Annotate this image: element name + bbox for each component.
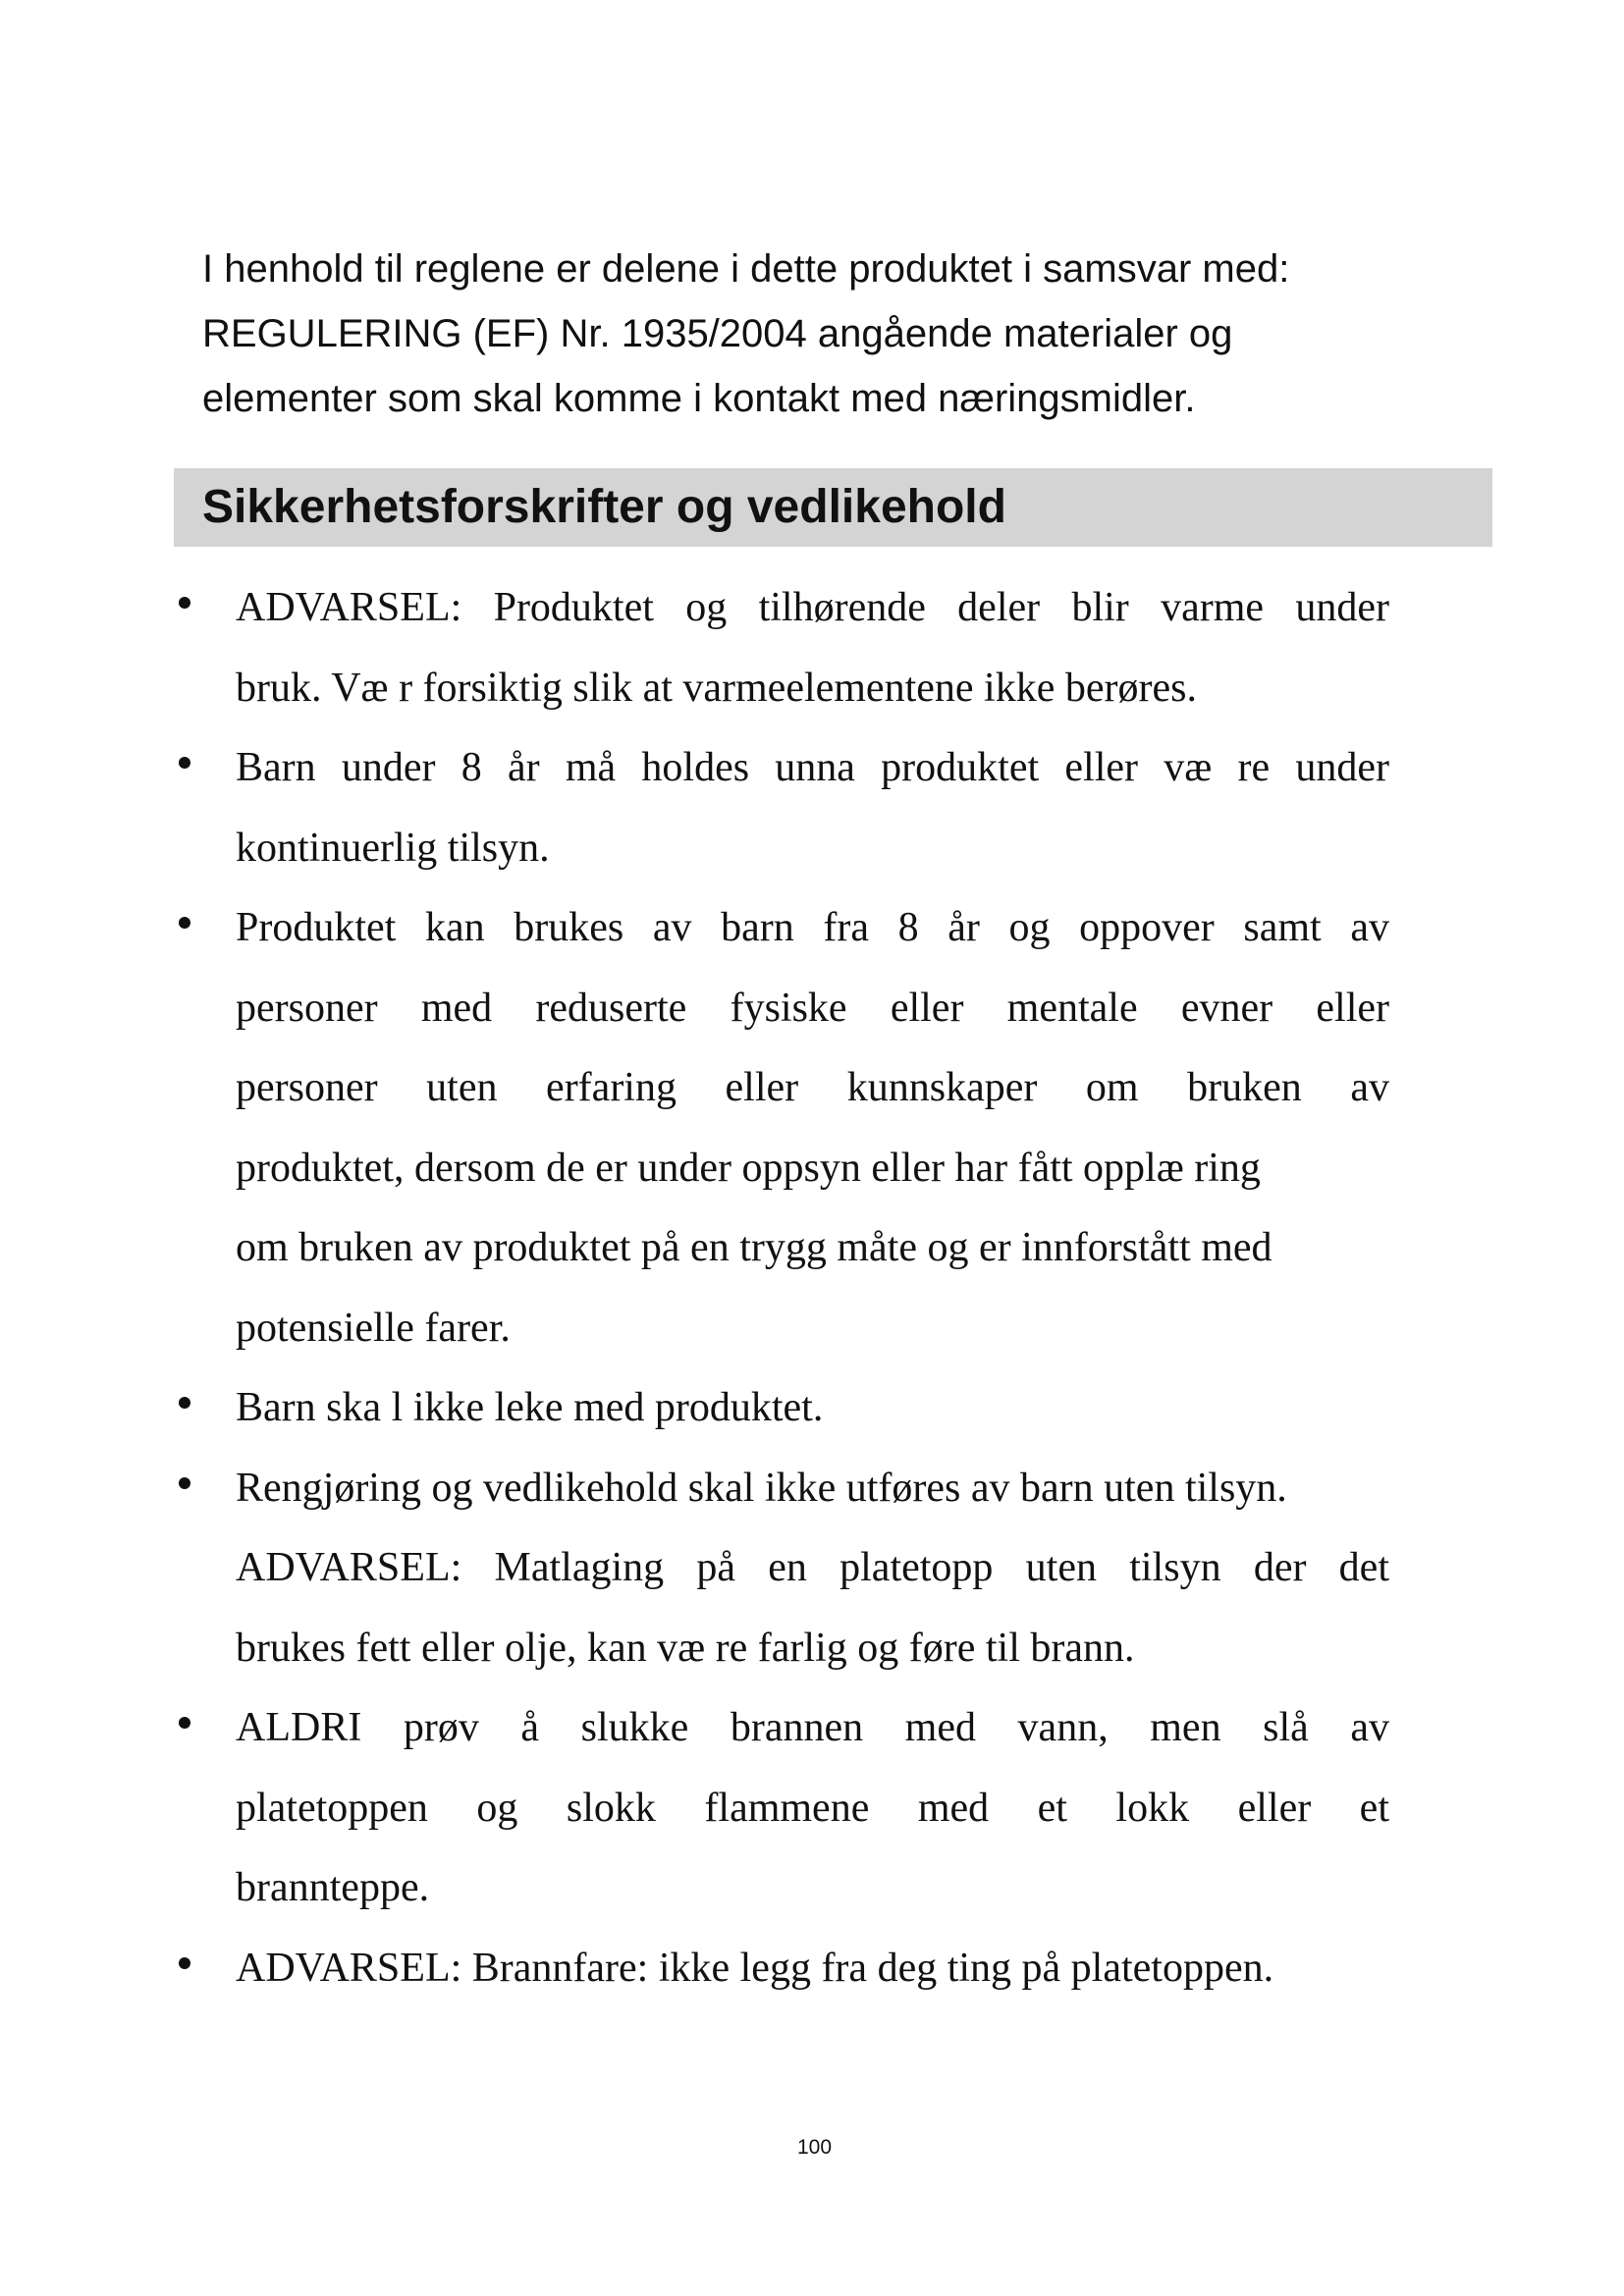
bullet-line: platetoppen og slokk flammene med et lokk eller et [236, 1786, 1389, 1831]
bullet-line: om bruken av produktet på en trygg måte og er innforstått med [236, 1225, 1272, 1270]
bullet-line: Barn ska l ikke leke med produktet. [236, 1385, 824, 1430]
intro-line-2: REGULERING (EF) Nr. 1935/2004 angående materialer og [202, 312, 1233, 355]
bullet-icon [179, 1477, 190, 1489]
bullet-line: Rengjøring og vedlikehold skal ikke utføres av barn uten tilsyn. [236, 1466, 1287, 1511]
bullet-line: Barn under 8 år må holdes unna produktet eller væ re under [236, 745, 1389, 790]
bullet-line: potensielle farer. [236, 1306, 511, 1351]
bullet-line: brannteppe. [236, 1865, 430, 1910]
bullet-icon [179, 1957, 190, 1969]
intro-line-3: elementer som skal komme i kontakt med næringsmidler. [202, 377, 1196, 420]
bullet-line: ALDRI prøv å slukke brannen med vann, men slå av [236, 1705, 1389, 1750]
bullet-line: Produktet kan brukes av barn fra 8 år og oppover samt av [236, 905, 1389, 950]
bullet-line: ADVARSEL: Produktet og tilhørende deler blir varme under [236, 585, 1389, 630]
bullet-icon [179, 757, 190, 769]
intro-line-1: I henhold til reglene er delene i dette produktet i samsvar med: [202, 247, 1290, 291]
section-heading-bar [174, 468, 1492, 547]
page-number: 100 [797, 2136, 833, 2159]
bullet-line: brukes fett eller olje, kan væ re farlig og føre til brann. [236, 1626, 1135, 1671]
bullet-icon [179, 1397, 190, 1409]
bullet-line: ADVARSEL: Matlaging på en platetopp uten tilsyn der det [236, 1545, 1389, 1590]
bullet-line: kontinuerlig tilsyn. [236, 826, 550, 871]
bullet-line: bruk. Væ r forsiktig slik at varmeelementene ikke berøres. [236, 666, 1197, 711]
bullet-line: ADVARSEL: Brannfare: ikke legg fra deg ting på platetoppen. [236, 1946, 1274, 1991]
bullet-line: produktet, dersom de er under oppsyn eller har fått opplæ ring [236, 1146, 1261, 1191]
bullet-icon [179, 1717, 190, 1729]
bullet-icon [179, 597, 190, 609]
bullet-icon [179, 917, 190, 929]
bullet-line: personer uten erfaring eller kunnskaper om bruken av [236, 1065, 1389, 1110]
bullet-line: personer med reduserte fysiske eller mentale evner eller [236, 986, 1389, 1031]
section-heading: Sikkerhetsforskrifter og vedlikehold [202, 481, 1006, 533]
